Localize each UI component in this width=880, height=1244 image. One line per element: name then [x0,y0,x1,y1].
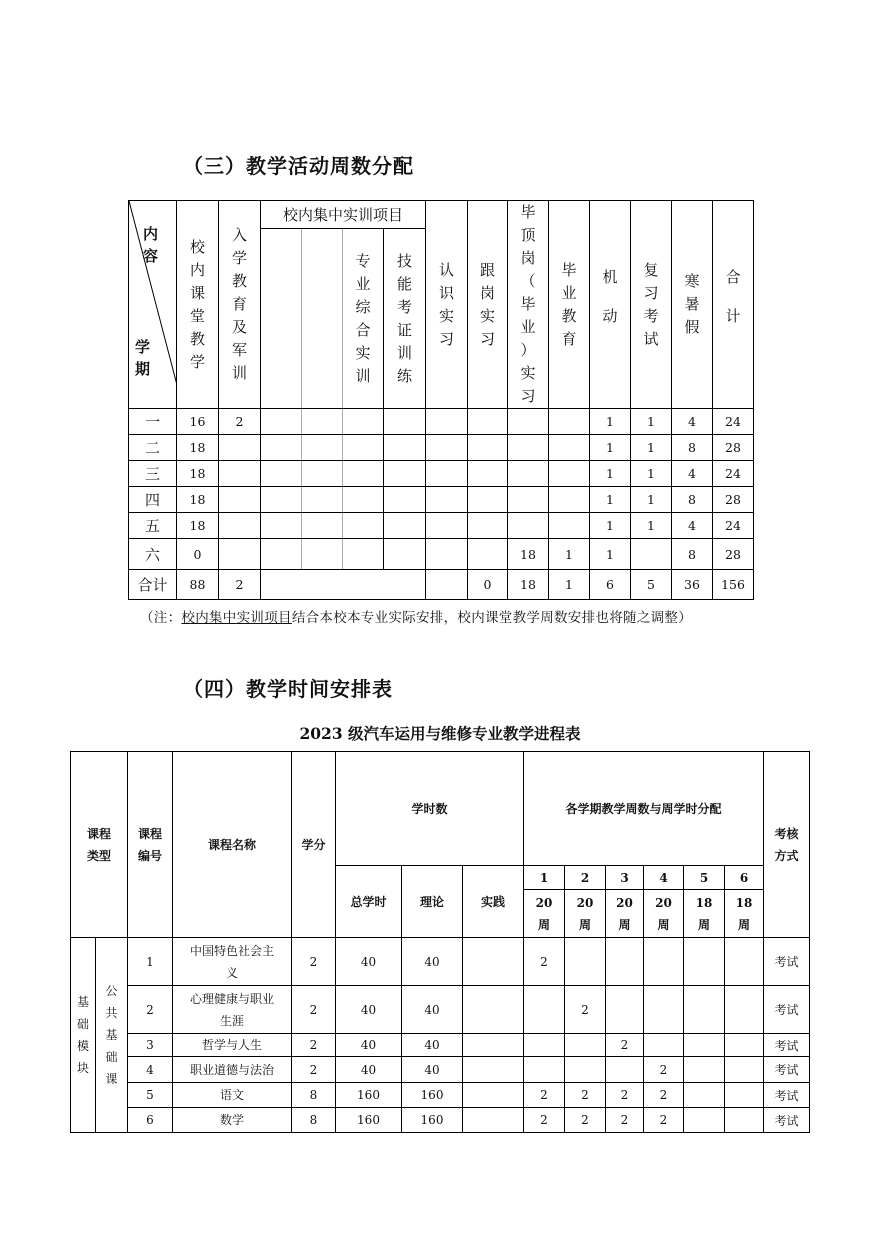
semester-number: 2 [565,866,606,890]
grad-edu-weeks [549,513,590,539]
course-credit: 8 [292,1083,336,1108]
semester-4-hours: 2 [644,1057,684,1083]
table-note [140,606,692,626]
semester-4-hours: 2 [644,1083,684,1108]
module-label: 基 础 模 块 [71,938,96,1133]
total-weeks: 24 [713,513,754,539]
section3-heading: （三）教学活动周数分配 [183,154,414,178]
semester-number: 4 [644,866,684,890]
course-row [71,1083,810,1108]
enroll-weeks [219,539,261,570]
total-weeks: 28 [713,435,754,461]
course-exam-method: 考试 [764,1057,810,1083]
header-campus-class: 校 内 课 堂 教 学 [177,201,219,409]
semester-weeks: 20 周 [524,890,565,938]
vacation-weeks: 8 [672,487,713,513]
campus-weeks: 18 [177,461,219,487]
header-exam-method: 考核 方式 [764,752,810,938]
grad-edu-weeks [549,435,590,461]
semester-1-hours: 2 [524,1108,565,1133]
header-total-hours: 总学时 [336,866,402,938]
shadow-weeks [468,539,508,570]
grad-edu-weeks [549,487,590,513]
term-row [129,539,754,570]
enroll-weeks: 2 [219,409,261,435]
review-weeks [631,539,672,570]
semester-3-hours [606,1057,644,1083]
semester-6-hours [725,1057,764,1083]
topjob-weeks: 18 [508,539,549,570]
header-review: 复 习 考 试 [631,201,672,409]
corner-cell [129,201,177,409]
cognition-weeks [426,539,468,570]
centralized-1 [261,513,302,539]
sum-shadow: 0 [468,570,508,600]
centralized-1 [261,409,302,435]
mobile-weeks: 1 [590,461,631,487]
cognition-weeks [426,435,468,461]
centralized-1 [261,435,302,461]
centralized-2 [302,409,343,435]
course-theory-hours: 40 [402,1034,463,1057]
centralized-3 [343,539,384,570]
course-theory-hours: 160 [402,1108,463,1133]
semester-5-hours [684,938,725,986]
course-practice-hours [463,1034,524,1057]
header-hours: 学时数 [336,752,524,866]
course-credit: 2 [292,1057,336,1083]
note-suffix: 结合本校本专业实际安排，校内课堂教学周数安排也将随之调整） [291,610,693,626]
shadow-weeks [468,435,508,461]
semester-weeks: 18 周 [725,890,764,938]
semester-3-hours [606,938,644,986]
course-exam-method: 考试 [764,1108,810,1133]
course-name: 心理健康与职业 生涯 [173,986,292,1034]
semester-6-hours [725,1083,764,1108]
course-credit: 2 [292,1034,336,1057]
semester-weeks: 20 周 [565,890,606,938]
centralized-2 [302,513,343,539]
centralized-2 [302,487,343,513]
course-name: 职业道德与法治 [173,1057,292,1083]
campus-weeks: 18 [177,487,219,513]
header-course-code: 课程 编号 [128,752,173,938]
sum-row [129,570,754,600]
semester-5-hours [684,1083,725,1108]
semester-number: 3 [606,866,644,890]
semester-2-hours: 2 [565,986,606,1034]
cognition-weeks [426,487,468,513]
sum-mobile: 6 [590,570,631,600]
course-exam-method: 考试 [764,986,810,1034]
sum-total: 156 [713,570,754,600]
course-total-hours: 40 [336,986,402,1034]
term-label: 二 [129,435,177,461]
header-total: 合 计 [713,201,754,409]
vacation-weeks: 8 [672,435,713,461]
campus-weeks: 18 [177,435,219,461]
semester-5-hours [684,986,725,1034]
course-code: 3 [128,1034,173,1057]
course-row [71,1057,810,1083]
course-credit: 2 [292,986,336,1034]
course-total-hours: 40 [336,1057,402,1083]
header-credit: 学分 [292,752,336,938]
centralized-3 [343,487,384,513]
topjob-weeks [508,513,549,539]
mobile-weeks: 1 [590,409,631,435]
centralized-4 [384,409,426,435]
term-label: 四 [129,487,177,513]
centralized-4 [384,513,426,539]
semester-2-hours: 2 [565,1108,606,1133]
review-weeks: 1 [631,513,672,539]
header-centralized-training: 校内集中实训项目 [261,201,426,229]
course-row [71,938,810,986]
sum-cognition [426,570,468,600]
review-weeks: 1 [631,487,672,513]
centralized-3 [343,461,384,487]
total-weeks: 28 [713,487,754,513]
semester-2-hours [565,938,606,986]
course-exam-method: 考试 [764,938,810,986]
topjob-weeks [508,487,549,513]
course-theory-hours: 40 [402,938,463,986]
semester-weeks: 20 周 [606,890,644,938]
course-practice-hours [463,986,524,1034]
semester-3-hours: 2 [606,1034,644,1057]
shadow-weeks [468,487,508,513]
course-total-hours: 160 [336,1083,402,1108]
semester-number: 5 [684,866,725,890]
semester-1-hours [524,1034,565,1057]
header-sub3: 专 业 综 合 实 训 [343,229,384,409]
term-row [129,435,754,461]
vacation-weeks: 4 [672,461,713,487]
term-row [129,461,754,487]
term-label: 一 [129,409,177,435]
sum-grad: 1 [549,570,590,600]
centralized-4 [384,461,426,487]
vacation-weeks: 8 [672,539,713,570]
semester-6-hours [725,1034,764,1057]
header-topjob: 毕 顶 岗 （ 毕 业 ） 实 习 [508,201,549,409]
shadow-weeks [468,409,508,435]
sum-enroll: 2 [219,570,261,600]
centralized-3 [343,409,384,435]
shadow-weeks [468,513,508,539]
course-total-hours: 40 [336,938,402,986]
semester-2-hours [565,1057,606,1083]
semester-6-hours [725,1108,764,1133]
centralized-4 [384,487,426,513]
term-label: 三 [129,461,177,487]
mobile-weeks: 1 [590,513,631,539]
course-code: 5 [128,1083,173,1108]
total-weeks: 24 [713,461,754,487]
course-row [71,1108,810,1133]
schedule-table-title: 2023 级汽车运用与维修专业教学进程表 [299,724,581,743]
header-distribution: 各学期教学周数与周学时分配 [524,752,764,866]
total-weeks: 28 [713,539,754,570]
sum-vacation: 36 [672,570,713,600]
note-underlined-term: 校内集中实训项目 [181,610,292,626]
course-name: 语文 [173,1083,292,1108]
note-prefix: （注： [140,610,182,626]
centralized-2 [302,539,343,570]
section4-heading: （四）教学时间安排表 [183,677,393,701]
enroll-weeks [219,461,261,487]
sum-topjob: 18 [508,570,549,600]
semester-3-hours [606,986,644,1034]
campus-weeks: 16 [177,409,219,435]
semester-1-hours: 2 [524,938,565,986]
semester-1-hours: 2 [524,1083,565,1108]
teaching-schedule-table [70,751,810,1133]
header-mobile: 机 动 [590,201,631,409]
centralized-1 [261,539,302,570]
review-weeks: 1 [631,435,672,461]
cognition-weeks [426,409,468,435]
course-name: 哲学与人生 [173,1034,292,1057]
topjob-weeks [508,409,549,435]
semester-4-hours [644,1034,684,1057]
enroll-weeks [219,513,261,539]
semester-3-hours: 2 [606,1083,644,1108]
semester-2-hours [565,1034,606,1057]
vacation-weeks: 4 [672,513,713,539]
grad-edu-weeks [549,409,590,435]
mobile-weeks: 1 [590,539,631,570]
vacation-weeks: 4 [672,409,713,435]
centralized-4 [384,539,426,570]
semester-5-hours [684,1108,725,1133]
course-name: 数学 [173,1108,292,1133]
header-enrollment: 入 学 教 育 及 军 训 [219,201,261,409]
course-exam-method: 考试 [764,1083,810,1108]
centralized-1 [261,487,302,513]
cognition-weeks [426,513,468,539]
topjob-weeks [508,461,549,487]
campus-weeks: 0 [177,539,219,570]
term-row [129,487,754,513]
category-label: 公 共 基 础 课 [96,938,128,1133]
centralized-3 [343,435,384,461]
grad-edu-weeks: 1 [549,539,590,570]
semester-4-hours: 2 [644,1108,684,1133]
semester-2-hours: 2 [565,1083,606,1108]
semester-5-hours [684,1034,725,1057]
course-practice-hours [463,1108,524,1133]
shadow-weeks [468,461,508,487]
header-sub4: 技 能 考 证 训 练 [384,229,426,409]
course-practice-hours [463,1057,524,1083]
course-credit: 8 [292,1108,336,1133]
semester-1-hours [524,1057,565,1083]
sum-campus: 88 [177,570,219,600]
topjob-weeks [508,435,549,461]
mobile-weeks: 1 [590,487,631,513]
semester-6-hours [725,938,764,986]
term-label: 五 [129,513,177,539]
semester-1-hours [524,986,565,1034]
semester-weeks: 18 周 [684,890,725,938]
sum-label: 合计 [129,570,177,600]
course-theory-hours: 40 [402,1057,463,1083]
header-vacation: 寒 暑 假 [672,201,713,409]
centralized-1 [261,461,302,487]
teaching-weeks-table [128,200,754,600]
grad-edu-weeks [549,461,590,487]
semester-5-hours [684,1057,725,1083]
semester-4-hours [644,986,684,1034]
header-sub1 [261,229,302,409]
cognition-weeks [426,461,468,487]
course-code: 2 [128,986,173,1034]
corner-content-label: 内 容 [143,225,159,265]
course-row [71,986,810,1034]
course-theory-hours: 160 [402,1083,463,1108]
header-course-name: 课程名称 [173,752,292,938]
enroll-weeks [219,487,261,513]
term-label: 六 [129,539,177,570]
mobile-weeks: 1 [590,435,631,461]
semester-weeks: 20 周 [644,890,684,938]
course-credit: 2 [292,938,336,986]
course-practice-hours [463,1083,524,1108]
header-cognition: 认 识 实 习 [426,201,468,409]
centralized-2 [302,461,343,487]
course-exam-method: 考试 [764,1034,810,1057]
semester-3-hours: 2 [606,1108,644,1133]
header-course-type: 课程 类型 [71,752,128,938]
semester-number: 6 [725,866,764,890]
centralized-4 [384,435,426,461]
semester-4-hours [644,938,684,986]
enroll-weeks [219,435,261,461]
header-sub2 [302,229,343,409]
sum-centralized [261,570,426,600]
semester-6-hours [725,986,764,1034]
course-total-hours: 40 [336,1034,402,1057]
course-theory-hours: 40 [402,986,463,1034]
course-code: 6 [128,1108,173,1133]
centralized-3 [343,513,384,539]
course-total-hours: 160 [336,1108,402,1133]
header-graduation-education: 毕 业 教 育 [549,201,590,409]
review-weeks: 1 [631,461,672,487]
term-row [129,513,754,539]
header-theory: 理论 [402,866,463,938]
campus-weeks: 18 [177,513,219,539]
review-weeks: 1 [631,409,672,435]
corner-term-label: 学 期 [135,338,151,378]
semester-number: 1 [524,866,565,890]
centralized-2 [302,435,343,461]
term-row [129,409,754,435]
sum-review: 5 [631,570,672,600]
header-shadow: 跟 岗 实 习 [468,201,508,409]
course-row [71,1034,810,1057]
total-weeks: 24 [713,409,754,435]
course-code: 1 [128,938,173,986]
course-code: 4 [128,1057,173,1083]
header-practice: 实践 [463,866,524,938]
course-name: 中国特色社会主 义 [173,938,292,986]
course-practice-hours [463,938,524,986]
